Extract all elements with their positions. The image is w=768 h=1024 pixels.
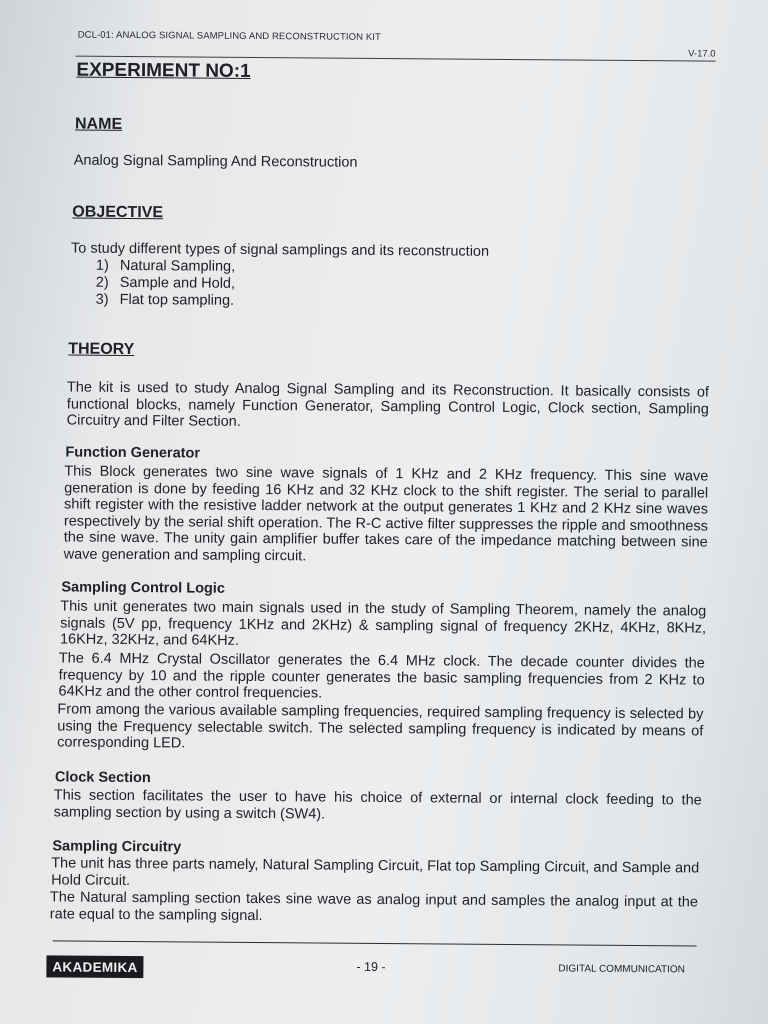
name-heading: NAME xyxy=(74,115,123,133)
akademika-logo: AKADEMIKA xyxy=(46,955,143,978)
objective-heading: OBJECTIVE xyxy=(72,203,164,222)
footer-subject: DIGITAL COMMUNICATION xyxy=(558,963,685,976)
page-number: - 19 - xyxy=(356,959,386,975)
function-generator-heading: Function Generator xyxy=(65,444,201,462)
list-item-number: 3) xyxy=(95,291,109,308)
experiment-title: EXPERIMENT NO:1 xyxy=(76,59,251,82)
theory-heading: THEORY xyxy=(68,340,135,359)
sampling-control-logic-heading: Sampling Control Logic xyxy=(61,579,225,597)
clock-section-heading: Clock Section xyxy=(54,769,151,787)
clock-section-text: This section facilitates the user to have his choice of external or internal clock feeding to the sampling section by using a switch (SW4). xyxy=(53,787,702,823)
list-item xyxy=(96,258,235,276)
header-kit-title: DCL-01: ANALOG SIGNAL SAMPLING AND RECONSTRUCTION KIT xyxy=(77,29,381,43)
objective-intro: To study different types of signal samplings and its reconstruction xyxy=(70,240,490,260)
sampling-control-logic-p2: The 6.4 MHz Crystal Oscillator generates the 6.4 MHz clock. The decade counter divides the frequency by 10 and the ripple counter generates the basic sampling frequencies from 2 KHz to 64KHz and the other control frequencies. xyxy=(58,650,705,702)
list-item-text: Sample and Hold, xyxy=(119,274,236,292)
name-text: Analog Signal Sampling And Reconstruction xyxy=(73,152,358,171)
sampling-circuitry-p1: The unit has three parts namely, Natural Sampling Circuit, Flat top Sampling Circuit, and Sample and Hold Circuit. xyxy=(51,855,700,889)
objective-list xyxy=(96,258,236,310)
list-item xyxy=(96,275,235,293)
sampling-control-logic-p1: This unit generates two main signals used in the study of Sampling Theorem, namely the analog signals (5V pp, frequency 1KHz and 2KHz) & sampling signal of frequency 2KHz, 4KHz, 8KHz, 16KHz, 32KHz, and 64KHz. xyxy=(59,598,707,649)
footer-divider xyxy=(53,940,697,946)
header-version: V-17.0 xyxy=(688,48,716,60)
sampling-circuitry-heading: Sampling Circuitry xyxy=(52,838,182,856)
list-item-text: Natural Sampling, xyxy=(119,257,236,275)
function-generator-text: This Block generates two sine wave signals of 1 KHz and 2 KHz frequency. This sine wave generation is done by feeding 16 KHz and 32 KHz clock to the shift register. The serial to parallel shift register with the resistive ladder network at the output generates 1 KHz and 2 KHz sine waves respectively by the serial shift operation. The R-C active filter suppresses the ripple and smoothness the sine wave. The unity gain amplifier buffer takes care of the impedance matching between sine wave generation and sampling circuit. xyxy=(63,463,709,564)
sampling-control-logic-p3: From among the various available sampling frequencies, required sampling frequency is selected by using the Frequency selectable switch. The selected sampling frequency is indicated by means of corresponding LED. xyxy=(57,701,704,752)
list-item-text: Flat top sampling. xyxy=(119,291,235,309)
theory-intro: The kit is used to study Analog Signal Sampling and its Reconstruction. It basically consists of functional blocks, namely Function Generator, Sampling Control Logic, Clock section, Sampling Circuitry and Filter Section. xyxy=(66,379,710,430)
sampling-circuitry-p2: The Natural sampling section takes sine wave as analog input and samples the analog input at the rate equal to the sampling signal. xyxy=(49,889,699,924)
list-item xyxy=(96,292,235,310)
list-item-number: 2) xyxy=(95,274,109,291)
list-item-number: 1) xyxy=(95,257,109,274)
